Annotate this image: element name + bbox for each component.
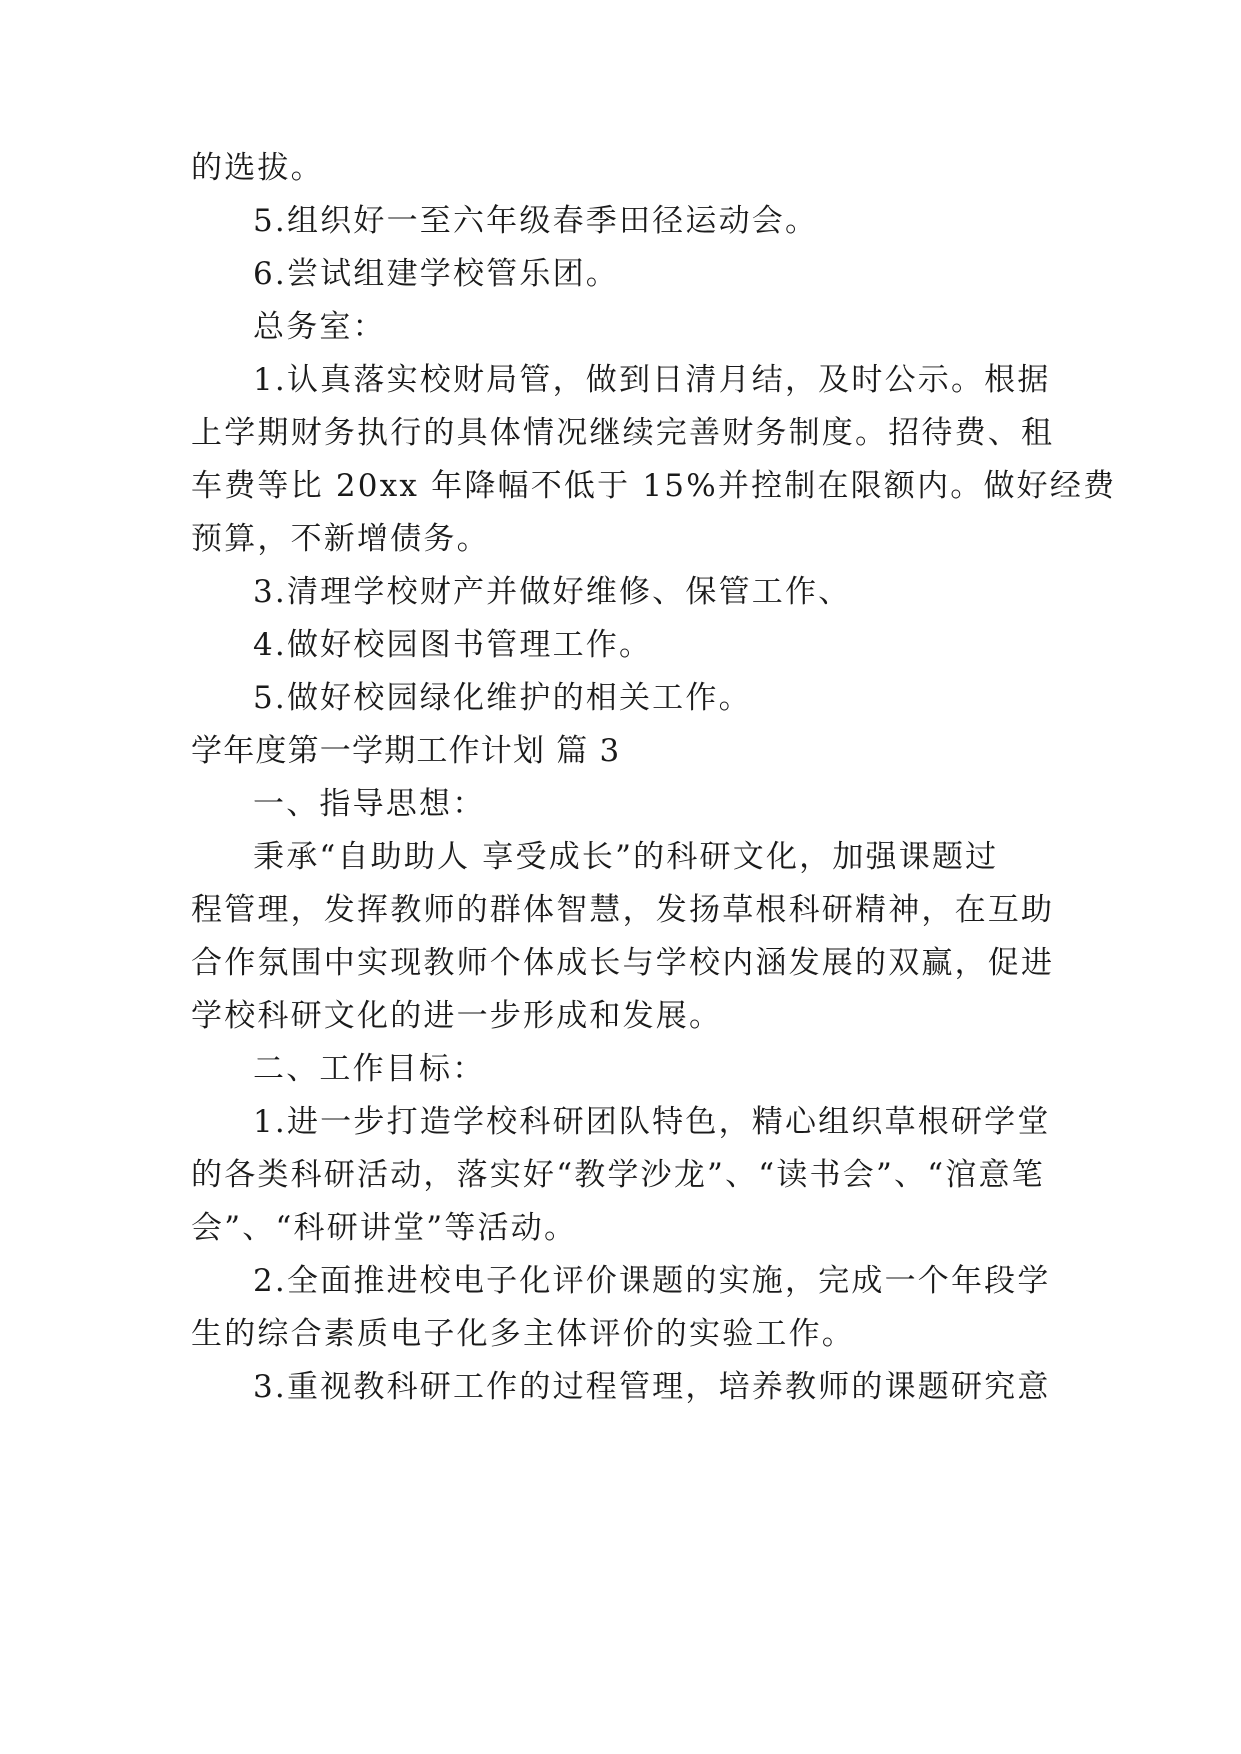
section-heading: 学年度第一学期工作计划 篇 3 [191,733,621,769]
list-item: 1.进一步打造学校科研团队特色，精心组织草根研学堂 [253,1104,1051,1140]
text-line: 预算，不新增债务。 [191,521,490,557]
list-item: 1.认真落实校财局管，做到日清月结，及时公示。根据 [253,362,1051,398]
text-line: 上学期财务执行的具体情况继续完善财务制度。招待费、租 [191,415,1055,451]
list-item: 4.做好校园图书管理工作。 [253,627,653,663]
list-item: 6.尝试组建学校管乐团。 [253,256,619,292]
text-line: 车费等比 20xx 年降幅不低于 15%并控制在限额内。做好经费 [191,468,1117,504]
subsection-heading: 二、工作目标： [253,1051,486,1087]
text-line: 学校科研文化的进一步形成和发展。 [191,998,723,1034]
text-line: 的选拔。 [191,150,324,186]
list-item: 5.组织好一至六年级春季田径运动会。 [253,203,819,239]
list-item: 5.做好校园绿化维护的相关工作。 [253,680,752,716]
text-line: 的各类科研活动，落实好“教学沙龙”、“读书会”、“涫意笔 [191,1157,1045,1193]
paragraph-line: 秉承“自助助人 享受成长”的科研文化，加强课题过 [253,839,999,875]
list-item: 3.清理学校财产并做好维修、保管工作、 [253,574,852,610]
list-item: 3.重视教科研工作的过程管理，培养教师的课题研究意 [253,1369,1051,1405]
text-line: 程管理，发挥教师的群体智慧，发扬草根科研精神，在互助 [191,892,1055,928]
text-line: 生的综合素质电子化多主体评价的实验工作。 [191,1316,855,1352]
list-item: 2.全面推进校电子化评价课题的实施，完成一个年段学 [253,1263,1051,1299]
text-line: 会”、“科研讲堂”等活动。 [191,1210,578,1246]
section-label: 总务室： [253,309,386,345]
text-line: 合作氛围中实现教师个体成长与学校内涵发展的双赢，促进 [191,945,1055,981]
subsection-heading: 一、指导思想： [253,786,486,822]
